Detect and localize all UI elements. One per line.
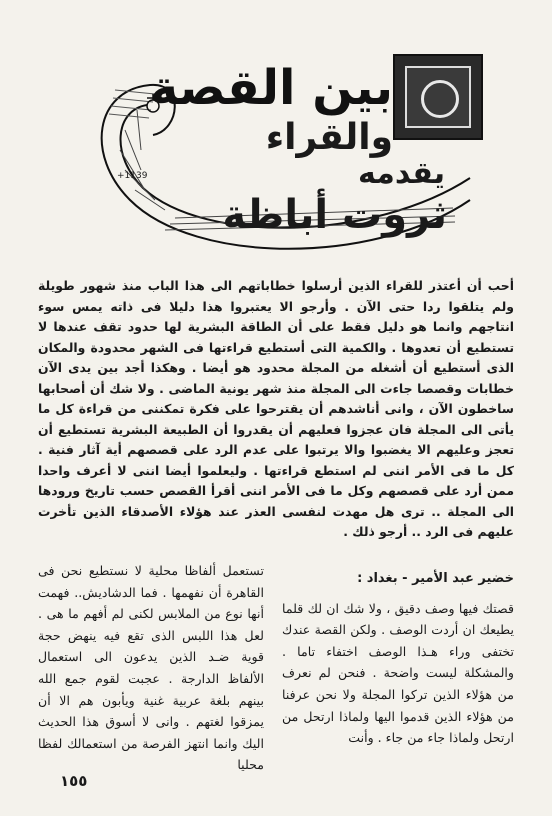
postage-stamp: [393, 54, 483, 140]
sketch-label: +1139: [117, 171, 148, 181]
intro-paragraph-block: [38, 276, 514, 543]
stamp-frame: [405, 66, 471, 128]
column-title: بين القصة: [150, 60, 393, 116]
column-subtitle: والقراء: [265, 117, 393, 158]
letter-reply-text: قصتك فيها وصف دقيق ، ولا شك ان لك قلما يطيعك ان أردت الوصف . ولكن القصة عندك تختفى وراء هـذا الوصف اختفاء تاما . والمشكلة ليست واضحة . فنحن لم نعرف من هؤلاء الذين تركوا المجلة ولا نحن عرفنا من هؤلاء الذين قدموا اليها ولماذا ارتحل من ارتحل ولماذا جاء من جاء . وأنت: [282, 600, 514, 746]
page-number: ١٥٥: [60, 772, 88, 790]
letter-column-left: [38, 560, 264, 776]
byline-prefix: يقدمه: [358, 156, 445, 191]
column-header: [75, 50, 485, 265]
letter-column-right: [282, 568, 514, 749]
intro-paragraph: أحب أن أعتذر للقراء الذين أرسلوا خطاباتهم الى هذا الباب منذ شهور طويلة ولم يتلقوا ردا حتى الآن . وأرجو الا يعتبروا هذا دليلا فى ذاته يمس سوء انتاجهم وانما هو دليل فقط على أن الطاقة البشرية لها حدود تقف عندها لا تستطيع أن تعدوها . والكمية التى أستطيع قراءتها فى الشهر محدودة والمكان الذى أستطيع أن أشغله من المجلة محدود هو أيضا . وهكذا أجد بين يدى الآن خطابات وقصصا جاءت الى المجلة منذ شهر يونية الماضى . ولا شك أن أصحابها ساخطون الآن ، وانى أناشدهم أن يقترحوا على فكرة تمكننى من قراءة كل ما يأتى الى المجلة فان عجزوا فعليهم أن يقدروا أن الطبيعة البشرية تستطيع أن تعجز وعليهم الا يغضبوا والا يرتبوا على عدم الرد على قصصهم أية آثار فنية . كل ما فى الأمر اننى لم استطع قراءتها . وليعلموا أيضا اننى لا أعرف واحدا ممن أرد على قصصهم وكل ما فى الأمر اننى أقرأ القصص حسب تاريخ ورودها الى المجلة .. ترى هل مهدت لنفسى العذر عند هؤلاء الأصدقاء الذين تأخرت عليهم فى الرد .. أرجو ذلك .: [38, 278, 514, 539]
letter-signature: خضير عبد الأمير - بغداد :: [357, 571, 514, 586]
stamp-emblem-icon: [421, 80, 459, 118]
author-name: ثروت أباظة: [222, 192, 447, 238]
letter-reply-continuation: تستعمل ألفاظا محلية لا نستطيع نحن فى القاهرة أن نفهمها . فما الدشاديش.. فهمت أنها نوع من الملابس لكنى لم أفهم ما هى . لعل هذا اللبس الذى تقع فيه ينهض حجة قوية ضـد الذين يدعون الى استعمال الألفاظ الدارجة . عجبت لقوم جمع الله بينهم بلغة عربية غنية ويأبون هم الا أن يمزقوا لغتهم . وانى لا أسوق هذا الحديث اليك وانما انتهز الفرصة من استعمالك لفظا محليا: [38, 563, 264, 773]
